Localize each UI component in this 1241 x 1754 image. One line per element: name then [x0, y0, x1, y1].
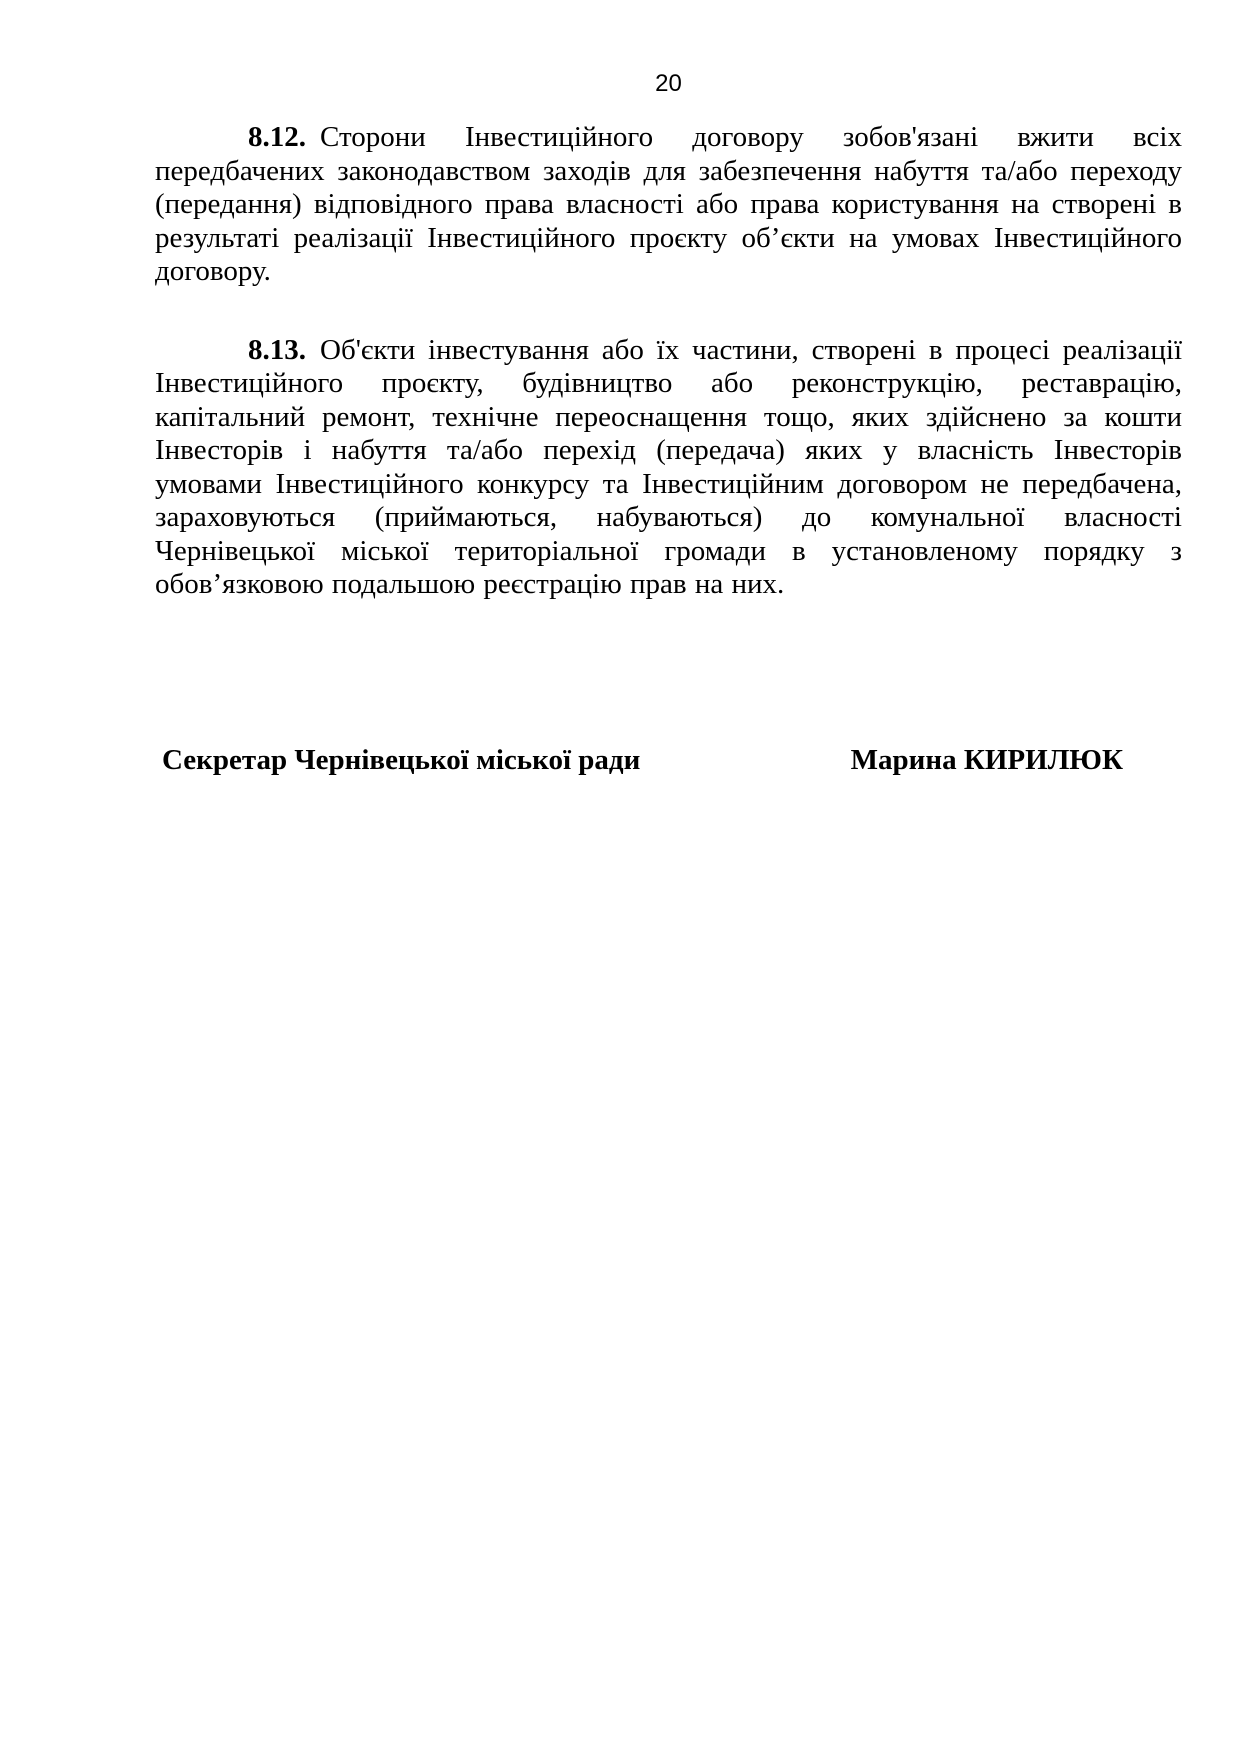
- paragraph-number: 8.12.: [248, 121, 306, 153]
- paragraph-text: Об'єкти інвестування або їх частини, створені в процесі реалізації Інвестиційного проєкту, будівництво або реконструкцію, реставрацію, капітальний ремонт, технічне переоснащення тощо, яких здійснено за кошти Інвесторів і набуття та/або перехід (передача) яких у власність Інвесторів умовами Інвестиційного конкурсу та Інвестиційним договором не передбачена, зараховуються (приймаються, набуваються) до комунальної власності Чернівецької міської територіальної громади в установленому порядку з обов’язковою подальшою реєстрацію прав на них.: [155, 333, 1182, 600]
- document-body: [155, 121, 1182, 602]
- paragraph-text: Сторони Інвестиційного договору зобов'язані вжити всіх передбачених законодавством заходів для забезпечення набуття та/або переходу (передання) відповідного права власності або права користування на створені в результаті реалізації Інвестиційного проєкту об’єкти на умовах Інвестиційного договору.: [155, 121, 1182, 287]
- signature-title: Секретар Чернівецької міської ради: [162, 744, 641, 776]
- paragraph-8-13: [155, 334, 1182, 602]
- paragraph-number: 8.13.: [248, 333, 306, 366]
- signature-name: Марина КИРИЛЮК: [850, 744, 1123, 776]
- paragraph-8-12: [155, 121, 1182, 289]
- signature-row: [162, 744, 1123, 778]
- page-number: 20: [655, 70, 682, 97]
